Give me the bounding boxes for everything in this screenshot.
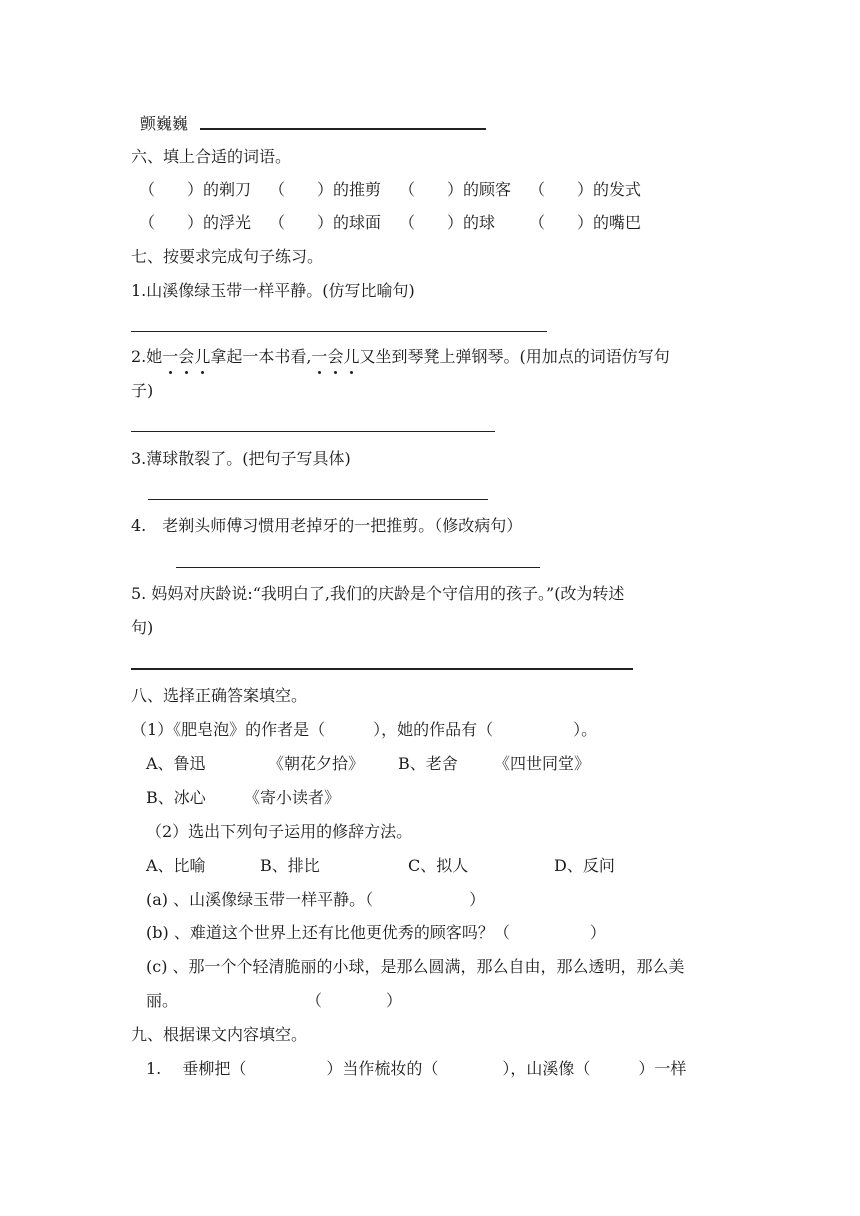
sentence-b: (b) 、难道这个世界上还有比他更优秀的顾客吗？（ ） <box>146 923 606 942</box>
question-1: 1.山溪像绿玉带一样平静。(仿写比喻句) <box>131 281 415 300</box>
question-4: 4. 老剃头师傅习惯用老掉牙的一把推剪。（修改病句） <box>131 516 523 535</box>
option-c: B、冰心 <box>146 788 206 807</box>
word-line <box>140 114 188 134</box>
fill-item: （ ）的推剪 <box>269 180 382 199</box>
fill-item: （ ）的嘴巴 <box>529 213 642 232</box>
choice-question-1: （1）《肥皂泡》的作者是（ ），她的作品有（ ）。 <box>131 720 598 739</box>
fill-item: （ ）的球面 <box>269 213 382 232</box>
option-a: A、鲁迅 <box>146 754 206 773</box>
question-3: 3.薄球散裂了。(把句子写具体) <box>131 449 351 468</box>
method-d: D、反问 <box>554 856 615 875</box>
question-5: 5. 妈妈对庆龄说:“我明白了,我们的庆龄是个守信用的孩子。”(改为转述 <box>131 584 625 603</box>
word-label: 颤巍巍 <box>140 114 189 133</box>
dotted-word: 一会儿 <box>162 347 211 366</box>
section-7-title: 七、按要求完成句子练习。 <box>131 247 324 266</box>
answer-line[interactable] <box>131 668 633 670</box>
option-a-book: 《朝花夕拾》 <box>268 754 365 773</box>
fill-item: （ ）的球 <box>399 213 496 232</box>
dotted-word: 一会儿 <box>311 347 360 366</box>
fill-item: （ ）的剃刀 <box>139 180 252 199</box>
sentence-c-cont: 丽。 <box>146 991 179 1010</box>
sentence-c-blank: （ ） <box>306 991 403 1010</box>
choice-question-2: （2）选出下列句子运用的修辞方法。 <box>146 822 413 841</box>
option-b-book: 《四世同堂》 <box>494 754 591 773</box>
method-c: C、拟人 <box>408 856 469 875</box>
answer-line[interactable] <box>176 567 540 568</box>
option-b: B、老舍 <box>398 754 458 773</box>
answer-line[interactable] <box>131 331 547 332</box>
question-5-cont: 句) <box>131 618 154 637</box>
option-c-book: 《寄小读者》 <box>244 788 341 807</box>
fill-item: （ ）的顾客 <box>399 180 512 199</box>
sentence-a: (a) 、山溪像绿玉带一样平静。（ ） <box>146 890 486 909</box>
answer-line[interactable] <box>131 431 495 432</box>
fill-question-1: 1. 垂柳把（ ）当作梳妆的（ ），山溪像（ ）一样 <box>146 1059 687 1078</box>
answer-line[interactable] <box>200 128 486 130</box>
answer-line[interactable] <box>148 499 488 500</box>
question-2: 2.她一会儿拿起一本书看,一会儿又坐到琴凳上弹钢琴。(用加点的词语仿写句 <box>131 347 670 366</box>
method-b: B、排比 <box>260 856 320 875</box>
sentence-c: (c) 、那一个个轻清脆丽的小球，是那么圆满，那么自由，那么透明，那么美 <box>146 957 685 976</box>
section-8-title: 八、选择正确答案填空。 <box>131 686 308 705</box>
section-6-title: 六、填上合适的词语。 <box>131 147 292 166</box>
method-a: A、比喻 <box>146 856 206 875</box>
fill-item: （ ）的浮光 <box>139 213 252 232</box>
section-9-title: 九、根据课文内容填空。 <box>131 1025 308 1044</box>
fill-item: （ ）的发式 <box>529 180 642 199</box>
question-2-cont: 子) <box>131 381 154 400</box>
